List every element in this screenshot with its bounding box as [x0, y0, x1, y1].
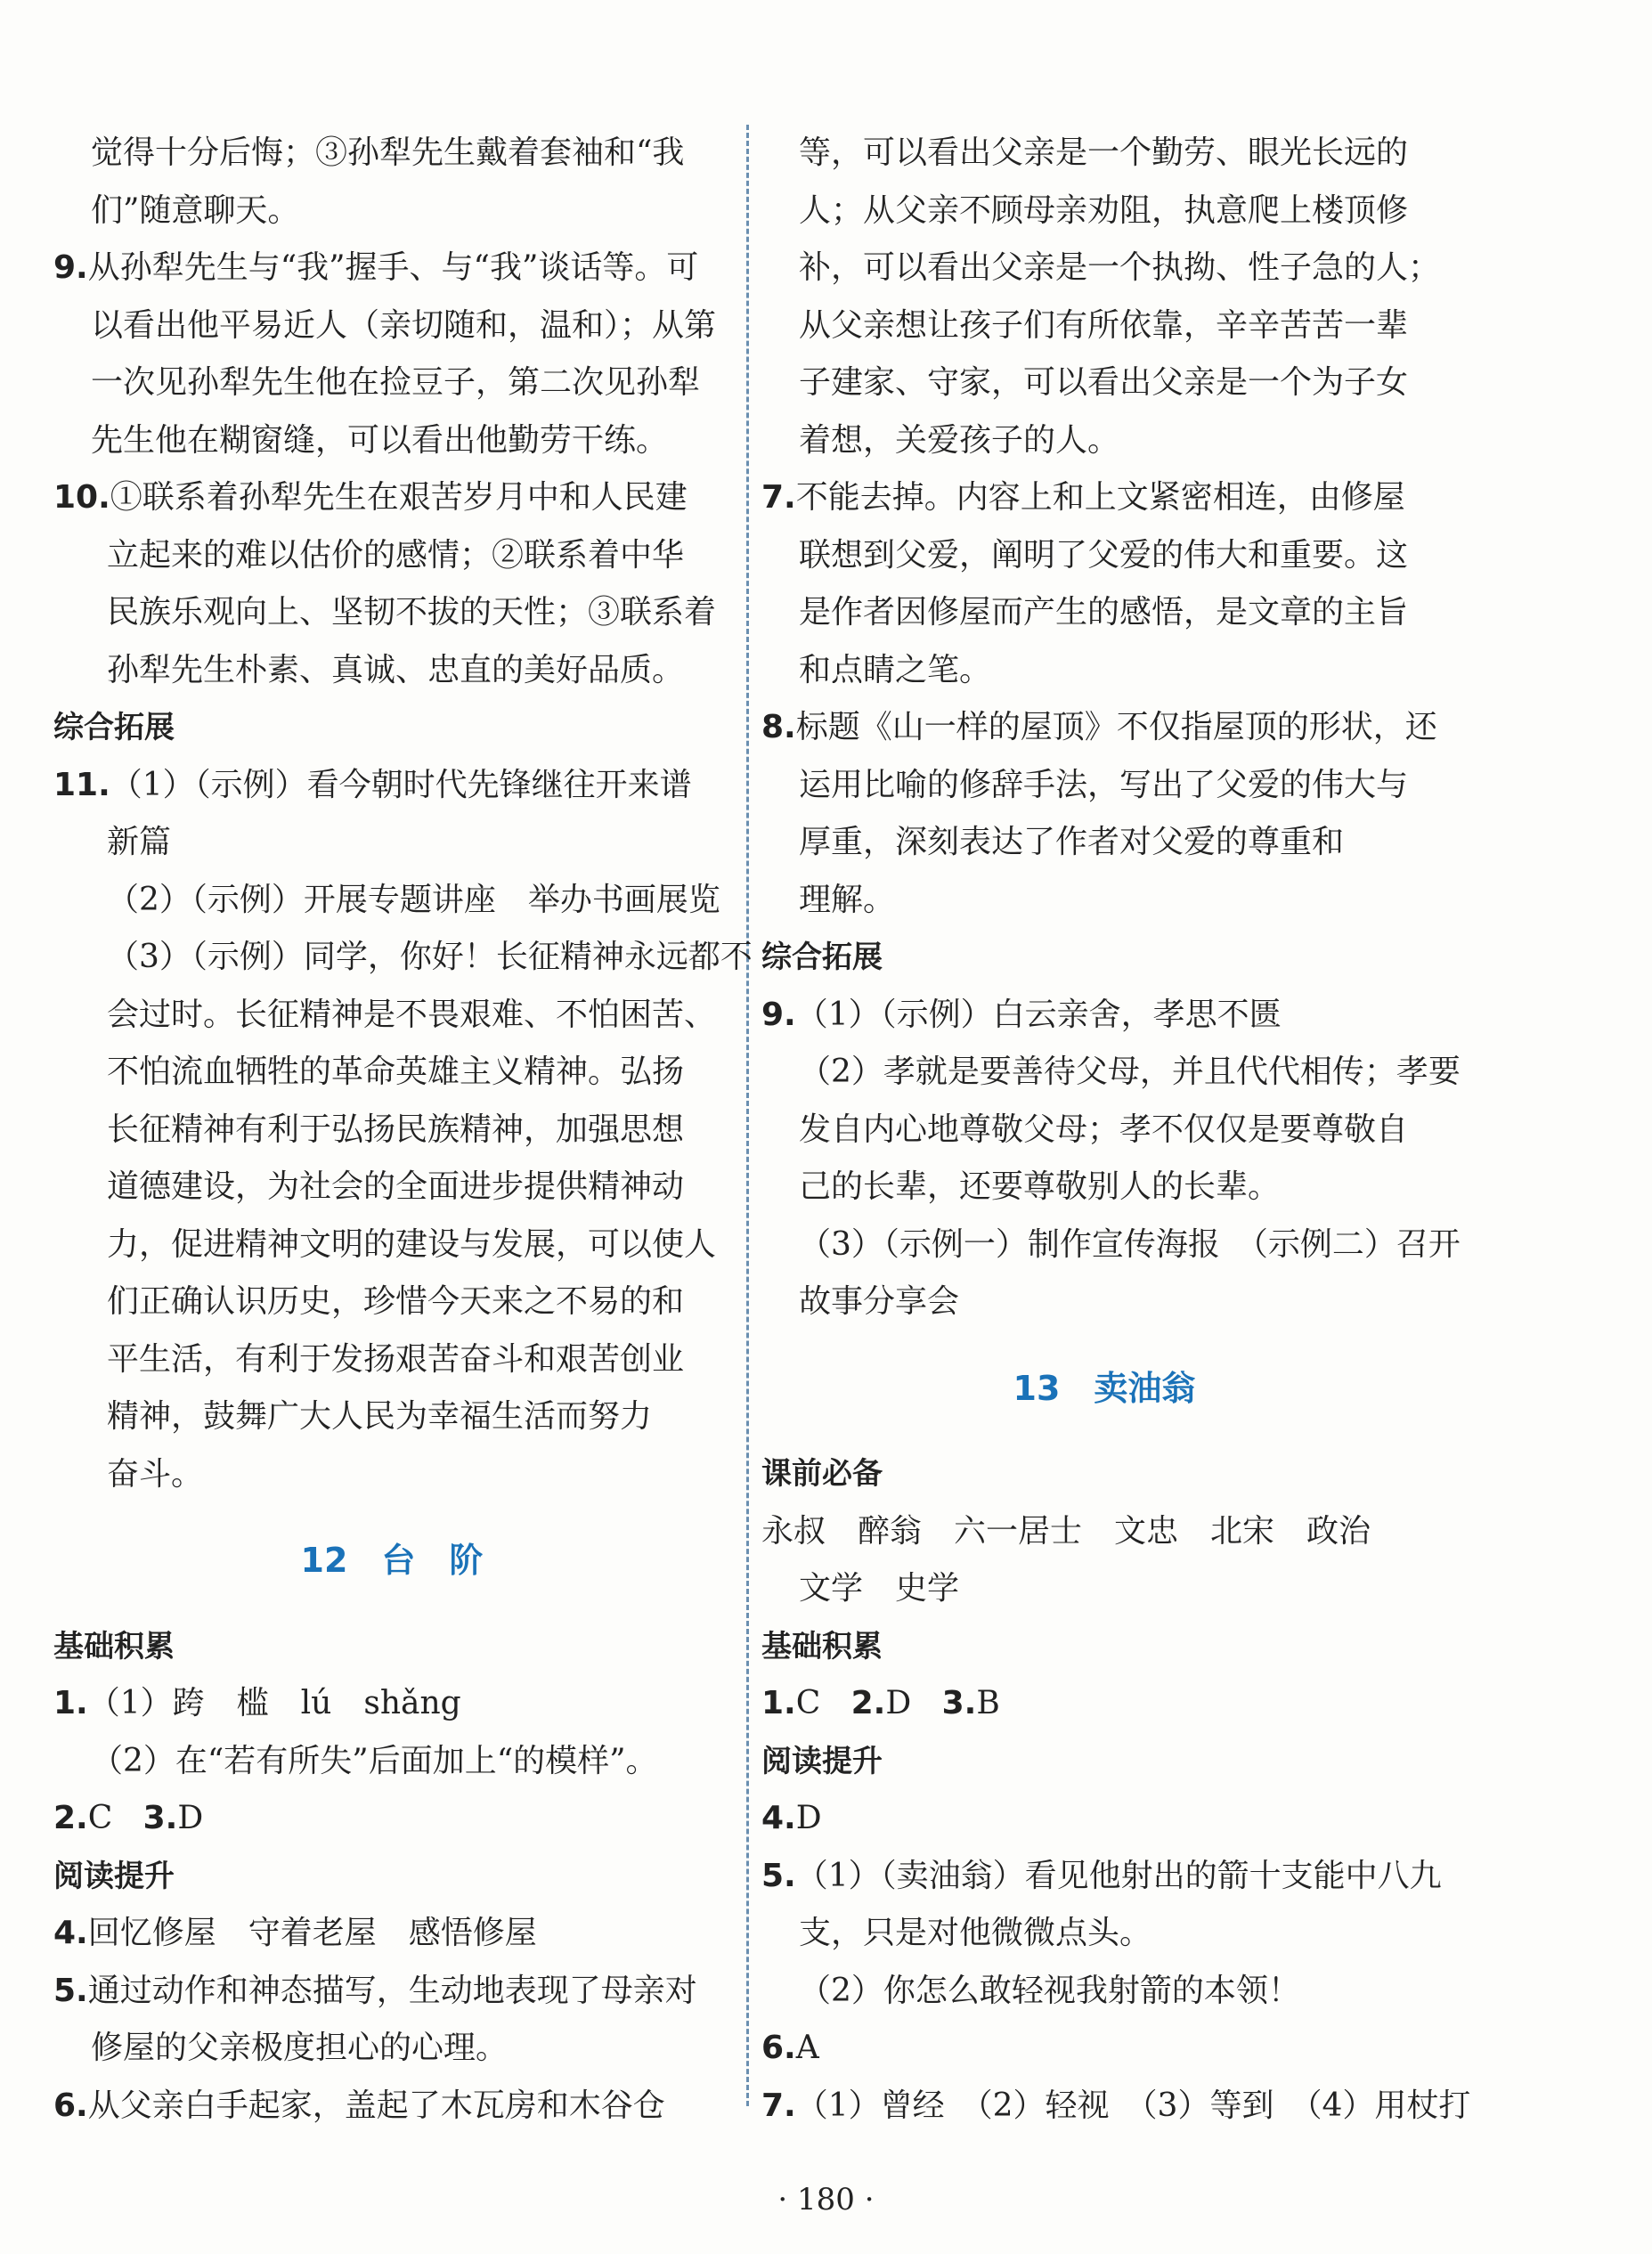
question-4	[761, 1790, 1447, 1848]
text-line: 们正确认识历史，珍惜今天来之不易的和	[107, 1283, 685, 1320]
answer-text: C	[87, 1800, 113, 1836]
question-2-3	[53, 1790, 730, 1848]
question-number: 4.	[761, 1800, 796, 1836]
question-number: 1.	[53, 1685, 88, 1721]
text-line: （2）在“若有所失”后面加上“的模样”。	[91, 1742, 658, 1779]
text-line: 理解。	[799, 881, 896, 918]
question-number: 11.	[53, 766, 110, 803]
text-line: （3）（示例一）制作宣传海报 （示例二）召开	[799, 1225, 1461, 1263]
text-line: 永叔 醉翁 六一居士 文忠 北宋 政治	[761, 1512, 1371, 1550]
text-line: 精神，鼓舞广大人民为幸福生活而努力	[107, 1398, 653, 1435]
text-line: 发自内心地尊敬父母；孝不仅仅是要尊敬自	[799, 1111, 1409, 1148]
answer-text: 从父亲白手起家，盖起了木瓦房和木谷仓	[87, 2087, 665, 2124]
answer-text: （1）跨 槛 lú shǎng	[87, 1685, 461, 1721]
text-line: 孙犁先生朴素、真诚、忠直的美好品质。	[107, 651, 685, 688]
question-number: 10.	[53, 479, 110, 516]
text-line: 等，可以看出父亲是一个勤劳、眼光长远的	[799, 134, 1409, 171]
text-line: 子建家、守家，可以看出父亲是一个为子女	[799, 364, 1409, 401]
text-line: 觉得十分后悔；③孙犁先生戴着套袖和“我	[91, 134, 685, 171]
question-8	[761, 699, 1447, 757]
text-line: 不怕流血牺牲的革命英雄主义精神。弘扬	[107, 1054, 685, 1090]
question-number: 9.	[761, 996, 796, 1033]
answer-text: 通过动作和神态描写，生动地表现了母亲对	[87, 1972, 697, 2009]
text-line: 补，可以看出父亲是一个执拗、性子急的人；	[799, 249, 1441, 286]
text-line: 己的长辈，还要尊敬别人的长辈。	[799, 1168, 1281, 1205]
question-1-3	[761, 1675, 1447, 1733]
question-number: 5.	[53, 1972, 88, 2009]
right-column	[761, 125, 1471, 2135]
answer-text: 不能去掉。内容上和上文紧密相连，由修屋	[795, 479, 1405, 516]
text-line: （2）孝就是要善待父母，并且代代相传；孝要	[799, 1054, 1461, 1090]
text-line: 们”随意聊天。	[91, 191, 300, 229]
section-heading: 基础积累	[761, 1628, 883, 1664]
text-line: 支，只是对他微微点头。	[799, 1915, 1152, 1951]
text-line: 着想，关爱孩子的人。	[799, 421, 1120, 459]
text-line: 奋斗。	[107, 1455, 204, 1493]
answer-text: D	[177, 1800, 204, 1836]
question-number: 5.	[761, 1857, 796, 1894]
text-line: 是作者因修屋而产生的感悟，是文章的主旨	[799, 594, 1409, 631]
text-line: （2）你怎么敢轻视我射箭的本领！	[799, 1972, 1300, 2009]
answer-text: （1）（示例）白云亲舍，孝思不匮	[795, 996, 1282, 1033]
question-9	[761, 987, 1447, 1045]
question-number: 9.	[53, 249, 88, 286]
question-5	[761, 1848, 1447, 1906]
text-line: 人；从父亲不顾母亲劝阻，执意爬上楼顶修	[799, 191, 1409, 229]
text-line: 以看出他平易近人（亲切随和，温和）；从第	[91, 306, 717, 344]
text-line: 从父亲想让孩子们有所依靠，辛辛苦苦一辈	[799, 306, 1409, 344]
section-heading: 基础积累	[53, 1628, 175, 1664]
question-1	[53, 1675, 730, 1733]
text-line: 道德建设，为社会的全面进步提供精神动	[107, 1168, 685, 1205]
question-number: 4.	[53, 1915, 88, 1951]
section-heading: 综合拓展	[761, 940, 883, 975]
text-line: （2）（示例）开展专题讲座 举办书画展览	[107, 881, 720, 918]
answer-text: 回忆修屋 守着老屋 感悟修屋	[87, 1915, 537, 1951]
answer-text: D	[885, 1685, 912, 1721]
section-heading: 阅读提升	[761, 1743, 883, 1779]
question-7	[761, 469, 1447, 527]
text-line: 先生他在糊窗缝，可以看出他勤劳干练。	[91, 421, 669, 459]
text-line: 会过时。长征精神是不畏艰难、不怕困苦、	[107, 996, 717, 1033]
question-number: 6.	[761, 2030, 796, 2066]
answer-text: ①联系着孙犁先生在艰苦岁月中和人民建	[110, 479, 688, 516]
left-column	[53, 125, 753, 2135]
answer-text: 从孙犁先生与“我”握手、与“我”谈话等。可	[87, 249, 699, 286]
lesson-title-13: 13 卖油翁	[1013, 1368, 1196, 1408]
text-line: 故事分享会	[799, 1283, 960, 1320]
question-5	[53, 1963, 730, 2021]
answer-text: D	[795, 1800, 822, 1836]
column-divider	[746, 125, 749, 2106]
answer-text: （1）（示例）看今朝时代先锋继往开来谱	[110, 766, 692, 803]
text-line: 联想到父爱，阐明了父爱的伟大和重要。这	[799, 536, 1409, 574]
answer-text: B	[976, 1685, 1000, 1721]
question-6	[761, 2020, 1447, 2078]
text-line: 运用比喻的修辞手法，写出了父爱的伟大与	[799, 766, 1409, 803]
text-line: 修屋的父亲极度担心的心理。	[91, 2030, 509, 2066]
section-heading: 综合拓展	[53, 710, 175, 745]
answer-text: （1）（卖油翁）看见他射出的箭十支能中八九	[795, 1857, 1442, 1894]
question-10	[53, 469, 730, 527]
text-line: 立起来的难以估价的感情；②联系着中华	[107, 536, 685, 574]
answer-text: 标题《山一样的屋顶》不仅指屋顶的形状，还	[795, 709, 1437, 745]
question-number: 3.	[142, 1800, 178, 1836]
question-number: 7.	[761, 2087, 796, 2124]
text-line: 力，促进精神文明的建设与发展，可以使人	[107, 1225, 717, 1263]
section-heading: 阅读提升	[53, 1858, 175, 1894]
answer-text: C	[795, 1685, 821, 1721]
question-11	[53, 757, 730, 815]
answer-text: A	[795, 2030, 819, 2066]
text-line: 民族乐观向上、坚韧不拔的天性；③联系着	[107, 594, 717, 631]
question-number: 1.	[761, 1685, 796, 1721]
question-6	[53, 2078, 730, 2136]
text-line: 厚重，深刻表达了作者对父爱的尊重和	[799, 824, 1345, 860]
question-number: 2.	[850, 1685, 886, 1721]
section-heading: 课前必备	[761, 1456, 883, 1492]
text-line: 文学 史学	[799, 1570, 960, 1607]
lesson-title-12: 12 台 阶	[300, 1541, 484, 1580]
answer-text: （1）曾经 （2）轻视 （3）等到 （4）用杖打	[795, 2087, 1471, 2124]
question-4	[53, 1905, 730, 1963]
text-line: 一次见孙犁先生他在捡豆子，第二次见孙犁	[91, 364, 701, 401]
text-line: （3）（示例）同学，你好！长征精神永远都不	[107, 939, 753, 975]
question-number: 6.	[53, 2087, 88, 2124]
question-number: 8.	[761, 709, 796, 745]
text-line: 长征精神有利于弘扬民族精神，加强思想	[107, 1111, 685, 1148]
question-number: 3.	[941, 1685, 977, 1721]
page-number: · 180 ·	[777, 2182, 875, 2217]
text-line: 新篇	[107, 824, 172, 860]
question-number: 7.	[761, 479, 796, 516]
question-7b	[761, 2078, 1471, 2136]
text-line: 和点睛之笔。	[799, 651, 992, 688]
text-line: 平生活，有利于发扬艰苦奋斗和艰苦创业	[107, 1340, 685, 1378]
question-number: 2.	[53, 1800, 88, 1836]
question-9	[53, 240, 730, 297]
